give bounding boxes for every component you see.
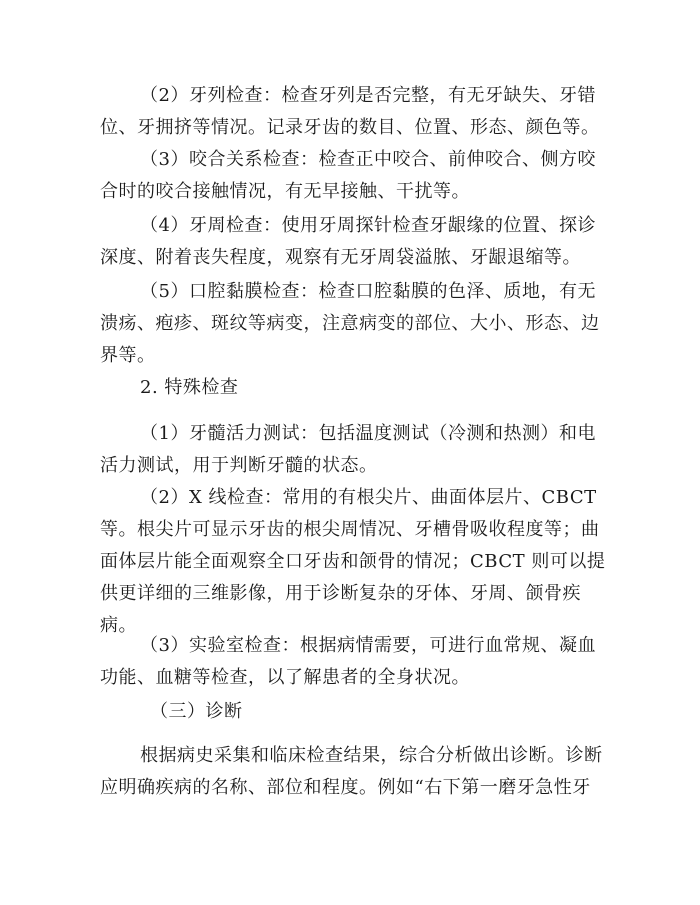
text-line: 位、牙拥挤等情况。记录牙齿的数目、位置、形态、颜色等。 — [100, 117, 600, 138]
text-line: （3）咬合关系检查：检查正中咬合、前伸咬合、侧方咬 — [140, 149, 596, 170]
paragraph-occlusion-exam — [100, 144, 600, 208]
paragraph-xray-exam — [100, 482, 606, 642]
paragraph-mucosa-exam — [100, 276, 600, 372]
text-line: （2）X 线检查：常用的有根尖片、曲面体层片、CBCT — [140, 487, 597, 508]
text-line: 面体层片能全面观察全口牙齿和颌骨的情况；CBCT 则可以提 — [100, 551, 606, 572]
paragraph-periodontal-exam — [100, 210, 600, 274]
text-line: 界等。 — [100, 345, 156, 366]
text-line: （3）实验室检查：根据病情需要，可进行血常规、凝血 — [140, 635, 596, 656]
text-line: 供更详细的三维影像，用于诊断复杂的牙体、牙周、颌骨疾 — [100, 583, 581, 604]
text-line: 溃疡、疱疹、斑纹等病变，注意病变的部位、大小、形态、边 — [100, 313, 600, 334]
text-line: （2）牙列检查：检查牙列是否完整，有无牙缺失、牙错 — [140, 85, 596, 106]
text-line: 应明确疾病的名称、部位和程度。例如“右下第一磨牙急性牙 — [100, 777, 591, 798]
paragraph-dentition-exam — [100, 80, 600, 144]
text-line: （1）牙髓活力测试：包括温度测试（冷测和热测）和电 — [140, 423, 596, 444]
text-line: 合时的咬合接触情况，有无早接触、干扰等。 — [100, 181, 470, 202]
paragraph-lab-exam — [100, 630, 600, 694]
text-line: 病。 — [100, 615, 137, 636]
paragraph-pulp-vitality-test — [100, 418, 600, 482]
text-line: 功能、血糖等检查，以了解患者的全身状况。 — [100, 667, 470, 688]
text-line: （4）牙周检查：使用牙周探针检查牙龈缘的位置、探诊 — [140, 215, 596, 236]
text-line: 活力测试，用于判断牙髓的状态。 — [100, 455, 378, 476]
text-line: 等。根尖片可显示牙齿的根尖周情况、牙槽骨吸收程度等；曲 — [100, 519, 600, 540]
text-line: （5）口腔黏膜检查：检查口腔黏膜的色泽、质地，有无 — [140, 281, 596, 302]
paragraph-diagnosis — [100, 740, 603, 804]
text-line: 深度、附着丧失程度，观察有无牙周袋溢脓、牙龈退缩等。 — [100, 247, 581, 268]
section-heading-diagnosis: （三）诊断 — [150, 701, 243, 722]
text-line: 根据病史采集和临床检查结果，综合分析做出诊断。诊断 — [140, 745, 603, 766]
section-heading-special-exam: 2. 特殊检查 — [140, 377, 239, 398]
